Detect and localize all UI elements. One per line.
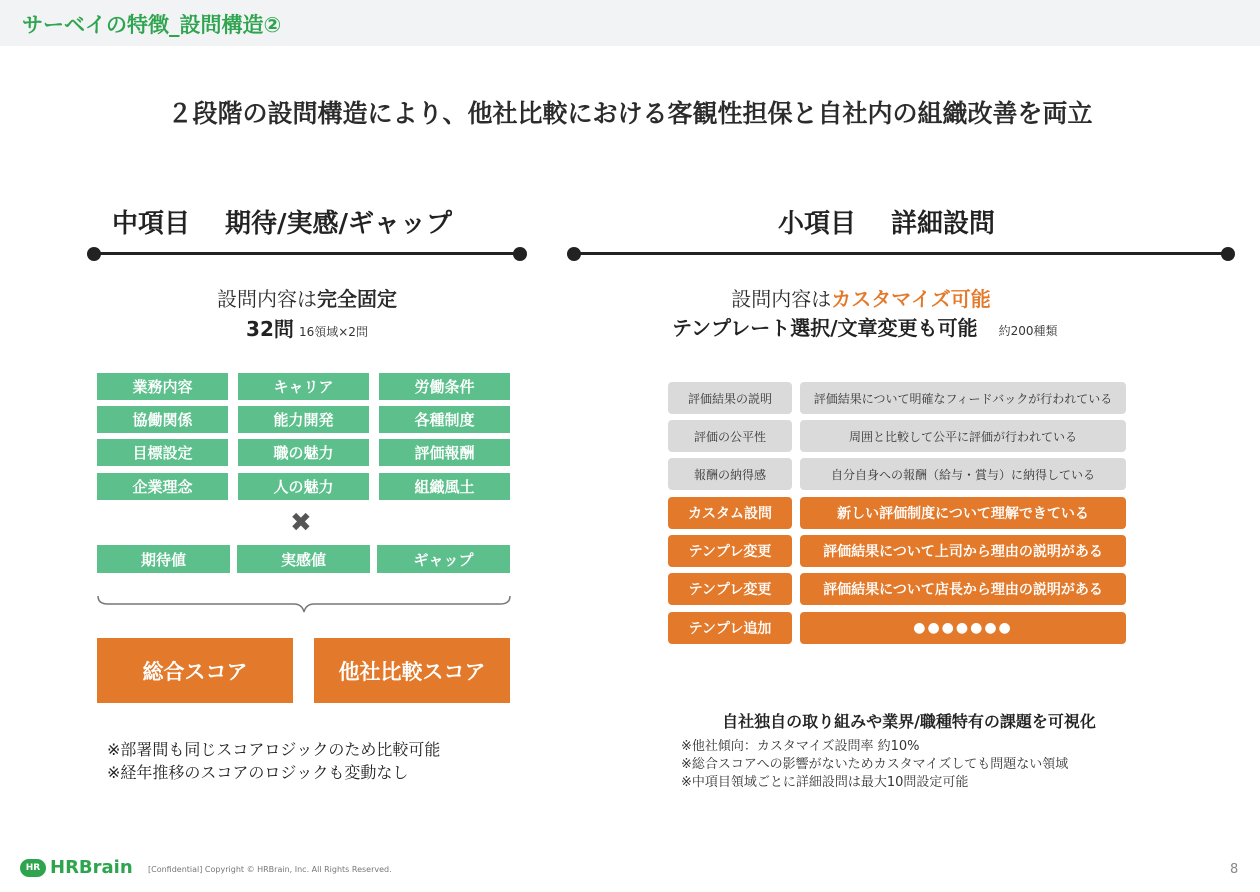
right-rule-end-dot <box>1221 247 1235 261</box>
right-rule <box>574 252 1228 255</box>
domain-cell: 評価報酬 <box>379 439 510 466</box>
custom-question-label: テンプレ追加 <box>668 612 792 644</box>
question-label: 評価結果の説明 <box>668 382 792 414</box>
question-label: 評価の公平性 <box>668 420 792 452</box>
right-sub-orange: カスタマイズ可能 <box>831 287 991 311</box>
left-count-line <box>94 313 520 342</box>
competitor-score-box: 他社比較スコア <box>314 638 510 703</box>
question-label: 報酬の納得感 <box>668 458 792 490</box>
right-sub2: テンプレート選択/文章変更も可能 <box>672 316 978 340</box>
domain-cell: 能力開発 <box>238 406 369 433</box>
domain-cell: 目標設定 <box>97 439 228 466</box>
left-note: ※部署間も同じスコアロジックのため比較可能 <box>107 740 441 759</box>
domain-cell: 組織風土 <box>379 473 510 500</box>
domain-cell: 人の魅力 <box>238 473 369 500</box>
measure-cell: 実感値 <box>237 545 370 573</box>
total-score-box: 総合スコア <box>97 638 293 703</box>
logo-text: HRBrain <box>50 857 133 878</box>
custom-question-text: ●●●●●●● <box>800 612 1126 644</box>
right-subtitle <box>574 283 1148 312</box>
page-number: 8 <box>1230 862 1239 877</box>
domain-cell: 業務内容 <box>97 373 228 400</box>
headline: ２段階の設問構造により、他社比較における客観性担保と自社内の組織改善を両立 <box>167 99 1093 128</box>
question-text: 自分自身への報酬（給与・賞与）に納得している <box>800 458 1126 490</box>
right-note: ※他社傾向：カスタマイズ設問率 約10% <box>681 739 920 754</box>
domain-cell: 労働条件 <box>379 373 510 400</box>
left-count: 32問 <box>246 317 294 341</box>
domain-cell: キャリア <box>238 373 369 400</box>
measure-cell: ギャップ <box>377 545 510 573</box>
left-note: ※経年推移のスコアのロジックも変動なし <box>107 763 409 782</box>
slide-title: サーベイの特徴_設問構造② <box>22 13 282 37</box>
brace-icon <box>96 594 512 616</box>
right-note: ※中項目領域ごとに詳細設問は最大10問設定可能 <box>681 775 969 790</box>
left-notes <box>107 738 440 784</box>
right-note: ※総合スコアへの影響がないためカスタマイズしても問題ない領域 <box>681 757 1069 772</box>
right-summary: 自社独自の取り組みや業界/職種特有の課題を可視化 <box>722 712 1096 731</box>
cross-icon: ✖ <box>290 508 312 538</box>
right-sub-prefix: 設問内容は <box>731 287 832 311</box>
right-subtitle-2 <box>672 312 1058 341</box>
measure-cell: 期待値 <box>97 545 230 573</box>
question-text: 評価結果について明確なフィードバックが行われている <box>800 382 1126 414</box>
custom-question-text: 評価結果について店長から理由の説明がある <box>800 573 1126 605</box>
domain-cell: 各種制度 <box>379 406 510 433</box>
hrbrain-logo <box>20 857 133 878</box>
left-rule-end-dot <box>513 247 527 261</box>
custom-question-label: テンプレ変更 <box>668 573 792 605</box>
custom-question-text: 評価結果について上司から理由の説明がある <box>800 535 1126 567</box>
right-sub2-note: 約200種類 <box>998 324 1058 338</box>
domain-cell: 協働関係 <box>97 406 228 433</box>
left-count-note: 16領域×2問 <box>298 325 368 339</box>
left-sub-bold: 完全固定 <box>317 287 397 311</box>
domain-cell: 企業理念 <box>97 473 228 500</box>
custom-question-text: 新しい評価制度について理解できている <box>800 497 1126 529</box>
right-section-title: 小項目 詳細設問 <box>778 209 996 239</box>
left-rule <box>94 252 520 255</box>
right-notes <box>681 738 1068 792</box>
copyright: [Confidential] Copyright © HRBrain, Inc. All Rights Reserved. <box>148 865 392 874</box>
left-sub-prefix: 設問内容は <box>217 287 317 311</box>
domain-cell: 職の魅力 <box>238 439 369 466</box>
custom-question-label: カスタム設問 <box>668 497 792 529</box>
logo-mark-icon: HR <box>20 859 46 877</box>
question-text: 周囲と比較して公平に評価が行われている <box>800 420 1126 452</box>
left-section-title: 中項目 期待/実感/ギャップ <box>112 209 453 239</box>
custom-question-label: テンプレ変更 <box>668 535 792 567</box>
left-subtitle <box>94 283 520 312</box>
